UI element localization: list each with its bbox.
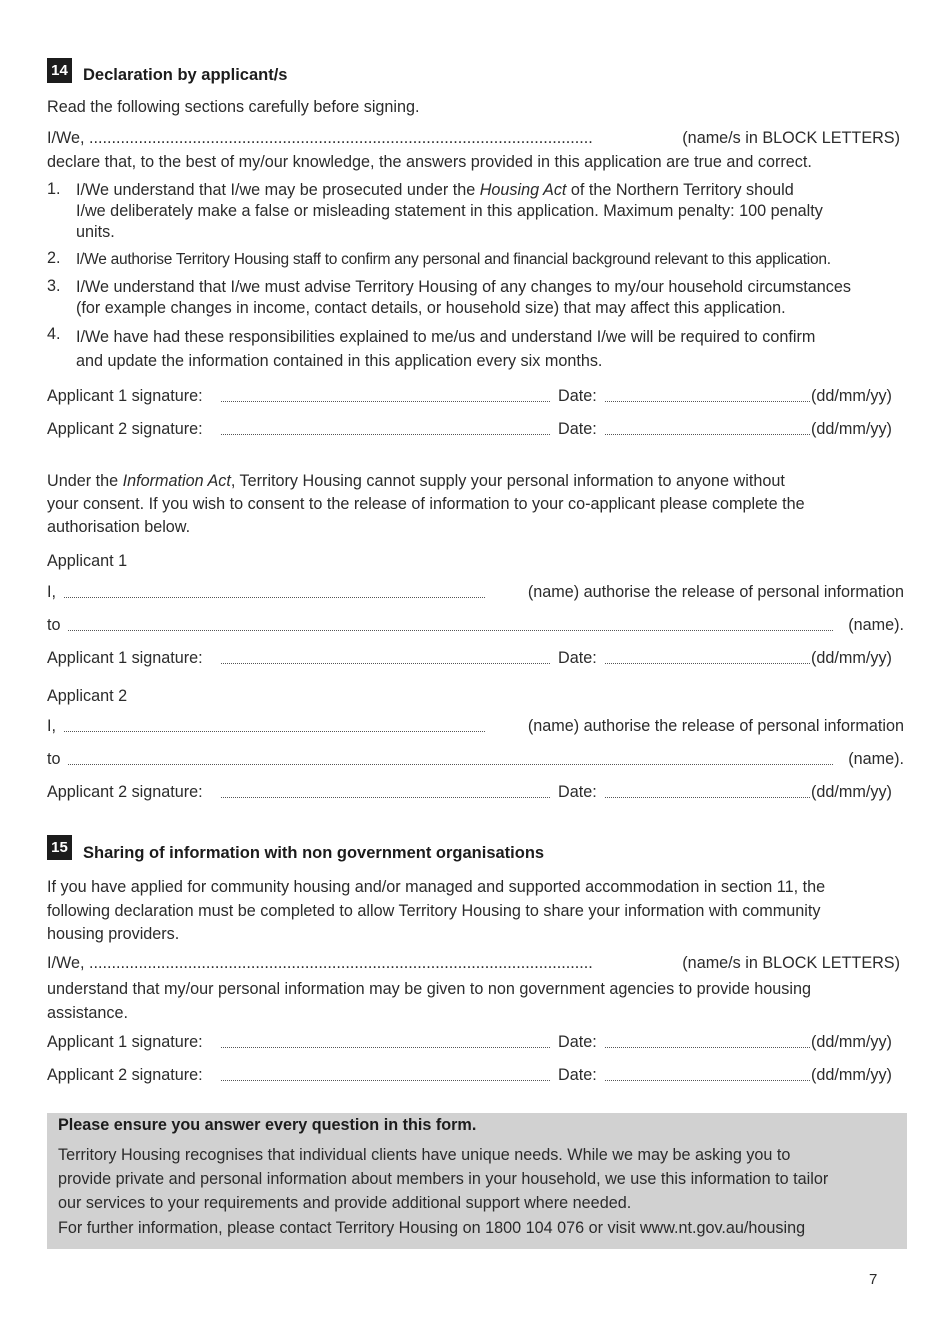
auth-applicant2-heading: Applicant 2 bbox=[47, 687, 128, 705]
auth-applicant1-heading: Applicant 1 bbox=[47, 552, 128, 570]
auth1-signature-field[interactable] bbox=[221, 663, 550, 664]
s15-applicant1-date-field[interactable] bbox=[605, 1047, 810, 1048]
date-label: Date: bbox=[558, 783, 597, 801]
auth-release-text: (name) authorise the release of personal information bbox=[527, 717, 904, 735]
auth-i-label: I, bbox=[47, 583, 56, 601]
names-block-letters-field[interactable]: I/We, ................................................................................................................ bbox=[47, 129, 593, 147]
names-suffix: (name/s in BLOCK LETTERS) bbox=[682, 129, 900, 147]
list-number: 4. bbox=[47, 325, 61, 343]
section-title-15: Sharing of information with non government organisations bbox=[83, 844, 545, 862]
date-format: (dd/mm/yy) bbox=[811, 1066, 892, 1084]
auth-to-label: to bbox=[47, 750, 61, 768]
list-number: 3. bbox=[47, 277, 61, 295]
auth-name-suffix: (name). bbox=[848, 750, 904, 768]
auth2-name-field[interactable] bbox=[64, 731, 485, 732]
list-number: 1. bbox=[47, 180, 61, 198]
section-title-14: Declaration by applicant/s bbox=[83, 66, 288, 84]
list-number: 2. bbox=[47, 249, 61, 267]
auth2-signature-field[interactable] bbox=[221, 797, 550, 798]
page-number: 7 bbox=[869, 1271, 878, 1288]
auth2-recipient-field[interactable] bbox=[68, 764, 833, 765]
date-label: Date: bbox=[558, 649, 597, 667]
auth1-signature-label: Applicant 1 signature: bbox=[47, 649, 203, 667]
s15-applicant2-date-field[interactable] bbox=[605, 1080, 810, 1081]
information-act-paragraph: Under the Information Act, Territory Housing cannot supply your personal information to anyone without your consent. If you wish to consent to the release of information to your co-applicant please complete the authorisation below. bbox=[47, 472, 805, 536]
auth-to-label: to bbox=[47, 616, 61, 634]
s15-applicant1-signature-label: Applicant 1 signature: bbox=[47, 1033, 203, 1051]
notice-heading: Please ensure you answer every question in this form. bbox=[58, 1116, 477, 1134]
section-number-15: 15 bbox=[47, 835, 72, 860]
auth1-recipient-field[interactable] bbox=[68, 630, 833, 631]
auth2-signature-label: Applicant 2 signature: bbox=[47, 783, 203, 801]
s15-applicant2-signature-label: Applicant 2 signature: bbox=[47, 1066, 203, 1084]
auth-i-label: I, bbox=[47, 717, 56, 735]
declare-text: declare that, to the best of my/our knowledge, the answers provided in this application are true and correct. bbox=[47, 153, 812, 171]
date-label: Date: bbox=[558, 1033, 597, 1051]
auth-release-text: (name) authorise the release of personal information bbox=[527, 583, 904, 601]
auth1-name-field[interactable] bbox=[64, 597, 485, 598]
notice-box bbox=[47, 1113, 907, 1249]
names-suffix: (name/s in BLOCK LETTERS) bbox=[682, 954, 900, 972]
date-format: (dd/mm/yy) bbox=[811, 1033, 892, 1051]
date-label: Date: bbox=[558, 387, 597, 405]
section15-intro: If you have applied for community housing and/or managed and supported accommodation in section 11, the following declaration must be completed to allow Territory Housing to share your information with community housing providers. bbox=[47, 878, 826, 943]
information-act: Information Act bbox=[122, 472, 231, 490]
date-label: Date: bbox=[558, 420, 597, 438]
applicant2-date-field[interactable] bbox=[605, 434, 810, 435]
names-block-letters-field-15[interactable]: I/We, ................................................................................................................ bbox=[47, 954, 593, 972]
auth-name-suffix: (name). bbox=[848, 616, 904, 634]
auth1-date-field[interactable] bbox=[605, 663, 810, 664]
notice-body: Territory Housing recognises that individual clients have unique needs. While we may be asking you to provide private and personal information about members in your household, we use this information to tailor our services to your requirements and provide additional support where needed. bbox=[58, 1146, 829, 1212]
applicant2-signature-field[interactable] bbox=[221, 434, 550, 435]
date-format: (dd/mm/yy) bbox=[811, 649, 892, 667]
applicant1-date-field[interactable] bbox=[605, 401, 810, 402]
s15-applicant2-signature-field[interactable] bbox=[221, 1080, 550, 1081]
date-label: Date: bbox=[558, 1066, 597, 1084]
applicant1-signature-field[interactable] bbox=[221, 401, 550, 402]
section-number-14: 14 bbox=[47, 58, 72, 83]
notice-contact: For further information, please contact Territory Housing on 1800 104 076 or visit www.nt.gov.au/housing bbox=[58, 1219, 806, 1237]
date-format: (dd/mm/yy) bbox=[811, 783, 892, 801]
understand-text: understand that my/our personal information may be given to non government agencies to provide housing assistance. bbox=[47, 980, 811, 1022]
auth2-date-field[interactable] bbox=[605, 797, 810, 798]
housing-act: Housing Act bbox=[479, 181, 567, 199]
date-format: (dd/mm/yy) bbox=[811, 387, 892, 405]
date-format: (dd/mm/yy) bbox=[811, 420, 892, 438]
s15-applicant1-signature-field[interactable] bbox=[221, 1047, 550, 1048]
instruction-text: Read the following sections carefully before signing. bbox=[47, 98, 420, 116]
applicant2-signature-label: Applicant 2 signature: bbox=[47, 420, 203, 438]
applicant1-signature-label: Applicant 1 signature: bbox=[47, 387, 203, 405]
